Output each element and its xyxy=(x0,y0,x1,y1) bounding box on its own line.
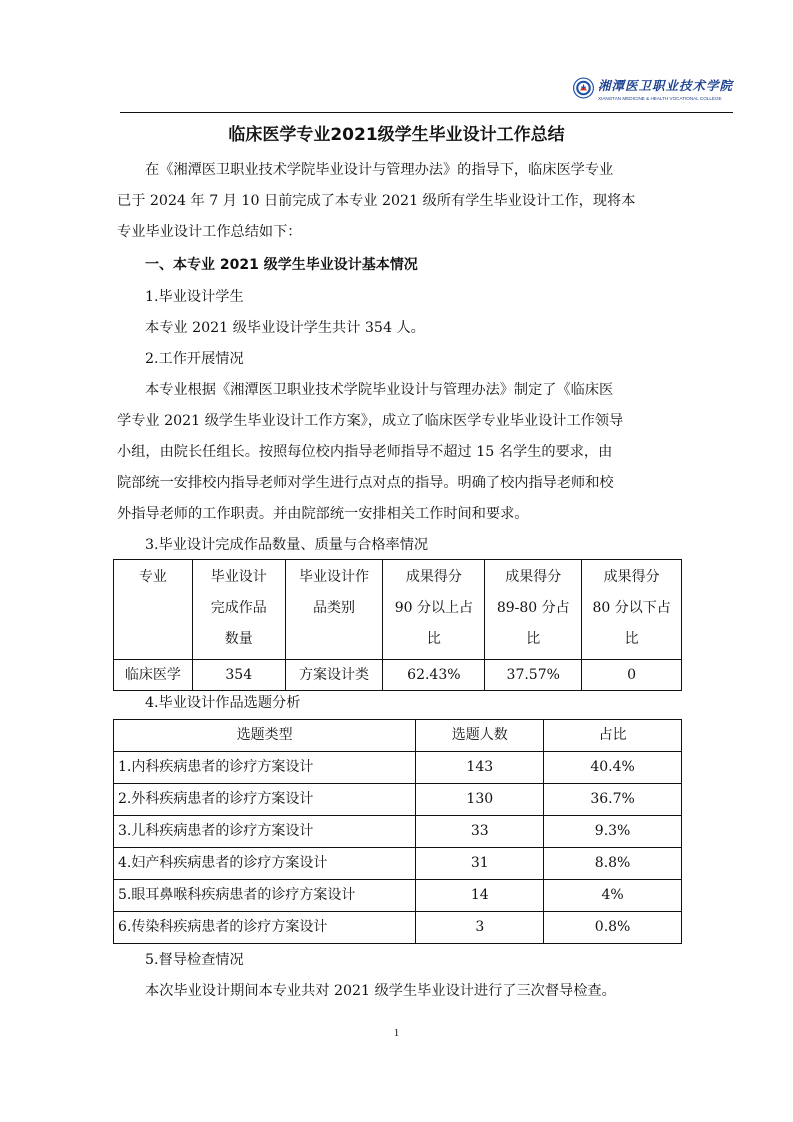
table-header-cell xyxy=(582,560,682,660)
table-header-cell xyxy=(383,560,485,660)
header-divider xyxy=(120,112,733,113)
table-cell: 0.8% xyxy=(544,912,682,944)
table-cell: 354 xyxy=(192,660,285,691)
subsection-1-text: 本专业 2021 级毕业设计学生共计 354 人。 xyxy=(145,320,425,336)
header-line: 毕业设计 xyxy=(210,569,267,585)
header-line: 品类别 xyxy=(313,600,356,616)
header-line: 毕业设计作 xyxy=(299,569,370,585)
topic-analysis-table xyxy=(113,719,682,944)
table-cell: 4.妇产科疾病患者的诊疗方案设计 xyxy=(114,848,416,880)
header-line: 完成作品 xyxy=(210,600,267,616)
intro-line-2: 已于 2024 年 7 月 10 日前完成了本专业 2021 级所有学生毕业设计工作，现将本 xyxy=(117,193,636,209)
table-header-cell xyxy=(114,560,193,660)
page-number: 1 xyxy=(393,1027,400,1039)
header-line: 数量 xyxy=(224,631,253,647)
table-row xyxy=(114,848,682,880)
table-header-cell xyxy=(285,560,383,660)
table-cell: 3 xyxy=(416,912,544,944)
subsection-1-title: 1.毕业设计学生 xyxy=(145,289,244,305)
college-logo xyxy=(573,68,733,108)
table-cell: 143 xyxy=(416,752,544,784)
table-row xyxy=(114,912,682,944)
header-line: 成果得分 xyxy=(505,569,562,585)
table-cell: 临床医学 xyxy=(114,660,193,691)
table-header-cell xyxy=(192,560,285,660)
table-cell: 9.3% xyxy=(544,816,682,848)
table-row xyxy=(114,816,682,848)
table-cell: 14 xyxy=(416,880,544,912)
document-title: 临床医学专业2021级学生毕业设计工作总结 xyxy=(228,125,565,145)
subsection-5-title: 5.督导检查情况 xyxy=(145,952,244,968)
subsection-2-line-3: 小组，由院长任组长。按照每位校内指导老师指导不超过 15 名学生的要求，由 xyxy=(117,444,613,460)
header-line: 比 xyxy=(426,631,441,647)
header-line: 80 分以下占 xyxy=(592,600,671,616)
table-cell: 40.4% xyxy=(544,752,682,784)
college-name-cn: 湘潭医卫职业技术学院 xyxy=(597,77,733,93)
table-cell: 130 xyxy=(416,784,544,816)
table-header-cell: 占比 xyxy=(544,720,682,752)
subsection-2-title: 2.工作开展情况 xyxy=(145,351,244,367)
table-header-row xyxy=(114,560,682,660)
table-cell: 方案设计类 xyxy=(285,660,383,691)
table-row xyxy=(114,660,682,691)
table-row xyxy=(114,784,682,816)
table-row xyxy=(114,752,682,784)
table-row xyxy=(114,880,682,912)
table-header-cell: 选题人数 xyxy=(416,720,544,752)
intro-line-1: 在《湘潭医卫职业技术学院毕业设计与管理办法》的指导下，临床医学专业 xyxy=(145,162,614,178)
table-cell: 37.57% xyxy=(485,660,582,691)
subsection-3-title: 3.毕业设计完成作品数量、质量与合格率情况 xyxy=(145,537,429,553)
completion-stats-table xyxy=(113,559,682,691)
table-cell: 33 xyxy=(416,816,544,848)
subsection-2-line-1: 本专业根据《湘潭医卫职业技术学院毕业设计与管理办法》制定了《临床医 xyxy=(145,382,614,398)
table-cell: 4% xyxy=(544,880,682,912)
table-cell: 6.传染科疾病患者的诊疗方案设计 xyxy=(114,912,416,944)
subsection-2-line-5: 外指导老师的工作职责。并由院部统一安排相关工作时间和要求。 xyxy=(117,506,529,522)
section-heading: 一、本专业 2021 级学生毕业设计基本情况 xyxy=(145,257,418,273)
table-cell: 62.43% xyxy=(383,660,485,691)
header-line: 比 xyxy=(624,631,639,647)
header-line: 比 xyxy=(526,631,541,647)
header-line: 89-80 分占 xyxy=(496,600,570,616)
header-line: 成果得分 xyxy=(603,569,660,585)
header-line: 90 分以上占 xyxy=(394,600,473,616)
table-cell: 36.7% xyxy=(544,784,682,816)
table-cell: 3.儿科疾病患者的诊疗方案设计 xyxy=(114,816,416,848)
table-header-row xyxy=(114,720,682,752)
header-line: 成果得分 xyxy=(405,569,462,585)
table-header-cell xyxy=(485,560,582,660)
college-name-en: XIANGTAN MEDICINE & HEALTH VOCATIONAL COLLEGE xyxy=(597,95,722,101)
header-line: 专业 xyxy=(138,569,167,585)
college-emblem-icon xyxy=(573,70,594,106)
subsection-4-title: 4.毕业设计作品选题分析 xyxy=(145,695,301,711)
table-cell: 1.内科疾病患者的诊疗方案设计 xyxy=(114,752,416,784)
table-cell: 8.8% xyxy=(544,848,682,880)
table-header-cell: 选题类型 xyxy=(114,720,416,752)
subsection-5-text: 本次毕业设计期间本专业共对 2021 级学生毕业设计进行了三次督导检查。 xyxy=(145,983,616,999)
table-cell: 0 xyxy=(582,660,682,691)
table-cell: 5.眼耳鼻喉科疾病患者的诊疗方案设计 xyxy=(114,880,416,912)
table-cell: 31 xyxy=(416,848,544,880)
subsection-2-line-4: 院部统一安排校内指导老师对学生进行点对点的指导。明确了校内指导老师和校 xyxy=(117,475,614,491)
subsection-2-line-2: 学专业 2021 级学生毕业设计工作方案》，成立了临床医学专业毕业设计工作领导 xyxy=(117,413,624,429)
table-cell: 2.外科疾病患者的诊疗方案设计 xyxy=(114,784,416,816)
intro-line-3: 专业毕业设计工作总结如下： xyxy=(117,224,302,240)
